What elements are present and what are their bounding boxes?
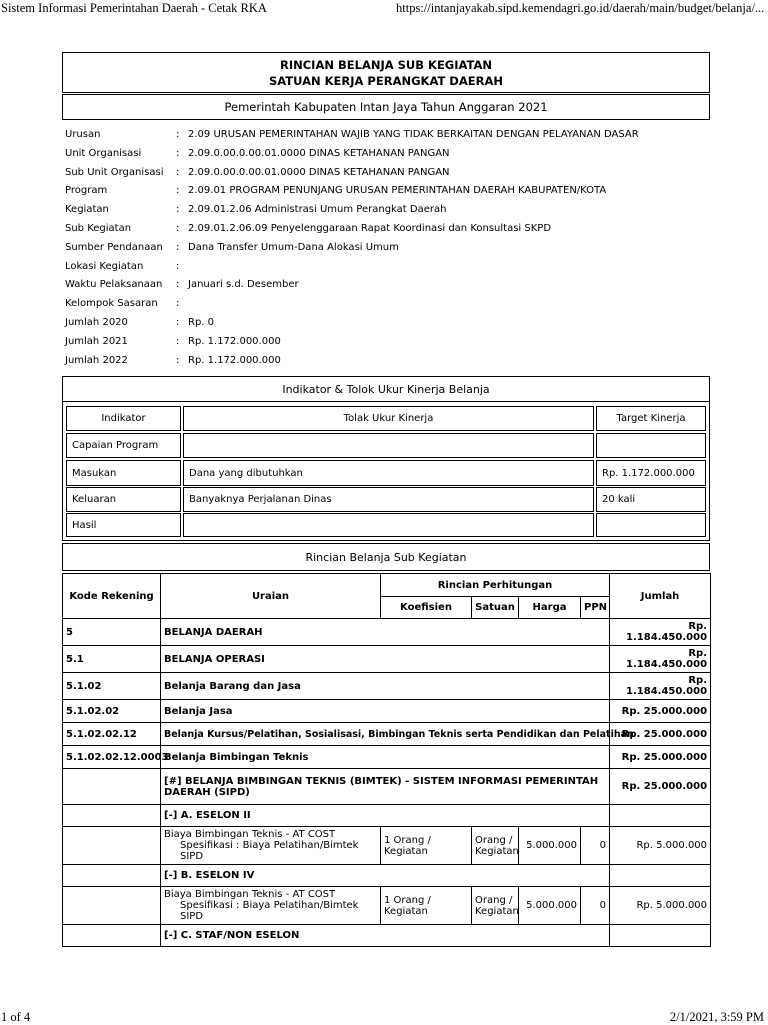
header-kode: Kode Rekening (63, 574, 161, 619)
indikator-cell (183, 433, 594, 458)
info-colon: : (176, 316, 180, 328)
rincian-table (62, 573, 711, 947)
table-row (63, 746, 711, 769)
document-title-box (62, 52, 710, 93)
koefisien-cell: 1 Orang / Kegiatan (381, 827, 472, 865)
info-colon: : (176, 222, 180, 234)
table-row (63, 805, 711, 827)
cell-text: Dana yang dibutuhkan (189, 467, 303, 479)
uraian-cell: Belanja Jasa (161, 700, 610, 723)
info-value: Januari s.d. Desember (188, 279, 299, 291)
info-list (65, 127, 710, 371)
indikator-table (62, 402, 710, 541)
info-label: Jumlah 2022 (65, 354, 128, 366)
info-row (65, 334, 710, 353)
document-title: RINCIAN BELANJA SUB KEGIATAN (279, 58, 493, 72)
kode-cell: 5 (63, 619, 161, 646)
info-label: Sub Unit Organisasi (65, 166, 164, 178)
indikator-heading: Indikator & Tolok Ukur Kinerja Belanja (62, 376, 710, 402)
info-value: Rp. 1.172.000.000 (188, 335, 281, 347)
table-row (63, 887, 711, 925)
uraian-cell: Belanja Bimbingan Teknis (161, 746, 610, 769)
jumlah-cell: Rp. 25.000.000 (610, 769, 711, 805)
header-ppn: PPN (581, 597, 610, 619)
kode-cell: 5.1.02.02 (63, 700, 161, 723)
indikator-cell (183, 513, 594, 537)
koefisien-cell: 1 Orang / Kegiatan (381, 887, 472, 925)
table-row (63, 673, 711, 700)
item-uraian: Biaya Bimbingan Teknis - AT COST (164, 829, 336, 840)
satuan-cell: Orang / Kegiatan (472, 827, 519, 865)
info-colon: : (176, 298, 180, 310)
info-colon: : (176, 166, 180, 178)
cell-text: Keluaran (72, 494, 117, 505)
info-colon: : (176, 185, 180, 197)
info-value: Rp. 1.172.000.000 (188, 354, 281, 366)
indikator-cell (66, 487, 181, 512)
info-colon: : (176, 204, 180, 216)
ppn-cell: 0 (581, 887, 610, 925)
indikator-cell (66, 433, 181, 458)
uraian-cell: BELANJA OPERASI (161, 646, 610, 673)
cell-text: Banyaknya Perjalanan Dinas (189, 494, 332, 505)
kode-cell: 5.1 (63, 646, 161, 673)
info-value: 2.09.01 PROGRAM PENUNJANG URUSAN PEMERINTAHAN DAERAH KABUPATEN/KOTA (188, 185, 607, 197)
info-value: 2.09.0.00.0.00.01.0000 DINAS KETAHANAN PANGAN (188, 166, 450, 178)
table-row (63, 646, 711, 673)
header-harga: Harga (519, 597, 581, 619)
jumlah-cell: Rp. 1.184.450.000 (610, 646, 711, 673)
info-value: 2.09.0.00.0.00.01.0000 DINAS KETAHANAN PANGAN (188, 147, 450, 159)
cell-text: Hasil (72, 519, 97, 531)
header-perhitungan: Rincian Perhitungan (381, 574, 610, 597)
indikator-cell (596, 487, 706, 512)
info-label: Kelompok Sasaran (65, 298, 158, 310)
table-row (63, 925, 711, 947)
info-label: Program (65, 185, 108, 197)
info-colon: : (176, 241, 180, 253)
document-subtitle: Pemerintah Kabupaten Intan Jaya Tahun Anggaran 2021 (62, 94, 710, 120)
table-header-row (63, 574, 711, 597)
cell-text: 20 kali (602, 494, 636, 505)
document-subtitle-unit: SATUAN KERJA PERANGKAT DAERAH (268, 74, 503, 88)
item-uraian: Biaya Bimbingan Teknis - AT COST (164, 889, 336, 900)
info-row (65, 165, 710, 184)
info-row (65, 183, 710, 202)
header-uraian: Uraian (161, 574, 381, 619)
info-row (65, 296, 710, 315)
jumlah-cell: Rp. 25.000.000 (610, 700, 711, 723)
harga-cell: 5.000.000 (519, 827, 581, 865)
info-label: Sumber Pendanaan (65, 241, 163, 253)
info-row (65, 259, 710, 278)
indikator-cell (183, 487, 594, 512)
table-row (63, 769, 711, 805)
info-value: 2.09.01.2.06 Administrasi Umum Perangkat Daerah (188, 204, 447, 216)
info-value: 2.09.01.2.06.09 Penyelenggaraan Rapat Koordinasi dan Konsultasi SKPD (188, 222, 552, 234)
info-row (65, 315, 710, 334)
table-row (63, 827, 711, 865)
indikator-header-cell (596, 406, 706, 431)
ppn-cell: 0 (581, 827, 610, 865)
print-datetime: 2/1/2021, 3:59 PM (669, 1010, 764, 1024)
header-koefisien: Koefisien (381, 597, 472, 619)
rincian-heading: Rincian Belanja Sub Kegiatan (62, 543, 710, 571)
kode-cell (63, 925, 161, 947)
header-jumlah: Jumlah (610, 574, 711, 619)
cell-text: Rp. 1.172.000.000 (602, 467, 695, 479)
cell-text: Masukan (72, 467, 117, 479)
indikator-cell (596, 513, 706, 537)
kode-cell (63, 769, 161, 805)
indikator-cell (596, 460, 706, 486)
info-row (65, 353, 710, 372)
page-url[interactable]: https://intanjayakab.sipd.kemendagri.go.id/daerah/main/budget/belanja/... (396, 1, 765, 15)
kode-cell: 5.1.02.02.12.0003 (63, 746, 161, 769)
indikator-cell (183, 460, 594, 486)
jumlah-cell: Rp. 1.184.450.000 (610, 673, 711, 700)
table-row (63, 619, 711, 646)
info-row (65, 221, 710, 240)
jumlah-cell (610, 805, 711, 827)
jumlah-cell: Rp. 5.000.000 (610, 887, 711, 925)
kode-cell: 5.1.02 (63, 673, 161, 700)
table-row (63, 723, 711, 746)
item-uraian-cell (161, 887, 381, 925)
indikator-cell (66, 460, 181, 486)
jumlah-cell: Rp. 1.184.450.000 (610, 619, 711, 646)
info-value: Dana Transfer Umum-Dana Alokasi Umum (188, 241, 399, 253)
info-colon: : (176, 354, 180, 366)
info-row (65, 240, 710, 259)
header-text: Target Kinerja (616, 413, 686, 424)
kode-cell (63, 865, 161, 887)
indikator-header-cell (66, 406, 181, 431)
info-row (65, 202, 710, 221)
header-satuan: Satuan (472, 597, 519, 619)
indikator-header-cell (183, 406, 594, 431)
page-title: Sistem Informasi Pemerintahan Daerah - Cetak RKA (1, 1, 267, 15)
info-colon: : (176, 279, 180, 291)
kode-cell (63, 805, 161, 827)
info-label: Jumlah 2020 (65, 316, 128, 328)
info-row (65, 277, 710, 296)
info-colon: : (176, 147, 180, 159)
info-label: Kegiatan (65, 204, 109, 216)
jumlah-cell: Rp. 5.000.000 (610, 827, 711, 865)
kode-cell: 5.1.02.02.12 (63, 723, 161, 746)
jumlah-cell (610, 865, 711, 887)
item-uraian-cell (161, 827, 381, 865)
print-header (0, 0, 768, 20)
info-label: Unit Organisasi (65, 147, 142, 159)
jumlah-cell: Rp. 25.000.000 (610, 746, 711, 769)
item-spesifikasi: Spesifikasi : Biaya Pelatihan/Bimtek SIPD (180, 840, 359, 862)
info-label: Sub Kegiatan (65, 222, 132, 234)
cell-text: Capaian Program (72, 440, 159, 451)
info-label: Waktu Pelaksanaan (65, 279, 163, 291)
info-colon: : (176, 129, 180, 140)
info-value: 2.09 URUSAN PEMERINTAHAN WAJIB YANG TIDAK BERKAITAN DENGAN PELAYANAN DASAR (188, 129, 639, 140)
kode-cell (63, 827, 161, 865)
header-text: Tolak Ukur Kinerja (343, 413, 434, 424)
uraian-cell: Belanja Barang dan Jasa (161, 673, 610, 700)
info-label: Urusan (65, 129, 101, 140)
info-label: Jumlah 2021 (65, 335, 128, 347)
uraian-cell: Belanja Kursus/Pelatihan, Sosialisasi, Bimbingan Teknis serta Pendidikan dan Pelatihan (161, 723, 610, 746)
section-label-cell: [-] A. ESELON II (161, 805, 610, 827)
info-label: Lokasi Kegiatan (65, 260, 144, 272)
harga-cell: 5.000.000 (519, 887, 581, 925)
item-spesifikasi: Spesifikasi : Biaya Pelatihan/Bimtek SIPD (180, 900, 359, 922)
jumlah-cell (610, 925, 711, 947)
info-row (65, 146, 710, 165)
uraian-cell: BELANJA DAERAH (161, 619, 610, 646)
page-number: 1 of 4 (1, 1010, 31, 1024)
group-uraian-cell: [#] BELANJA BIMBINGAN TEKNIS (BIMTEK) - SISTEM INFORMASI PEMERINTAH DAERAH (SIPD) (161, 769, 610, 805)
header-text: Indikator (101, 413, 146, 424)
info-colon: : (176, 260, 180, 272)
info-row (65, 127, 710, 146)
section-label-cell: [-] B. ESELON IV (161, 865, 610, 887)
table-row (63, 865, 711, 887)
kode-cell (63, 887, 161, 925)
indikator-cell (66, 513, 181, 537)
jumlah-cell: Rp. 25.000.000 (610, 723, 711, 746)
indikator-cell (596, 433, 706, 458)
info-colon: : (176, 335, 180, 347)
satuan-cell: Orang / Kegiatan (472, 887, 519, 925)
info-value: Rp. 0 (188, 316, 215, 328)
table-row (63, 700, 711, 723)
section-label-cell: [-] C. STAF/NON ESELON (161, 925, 610, 947)
